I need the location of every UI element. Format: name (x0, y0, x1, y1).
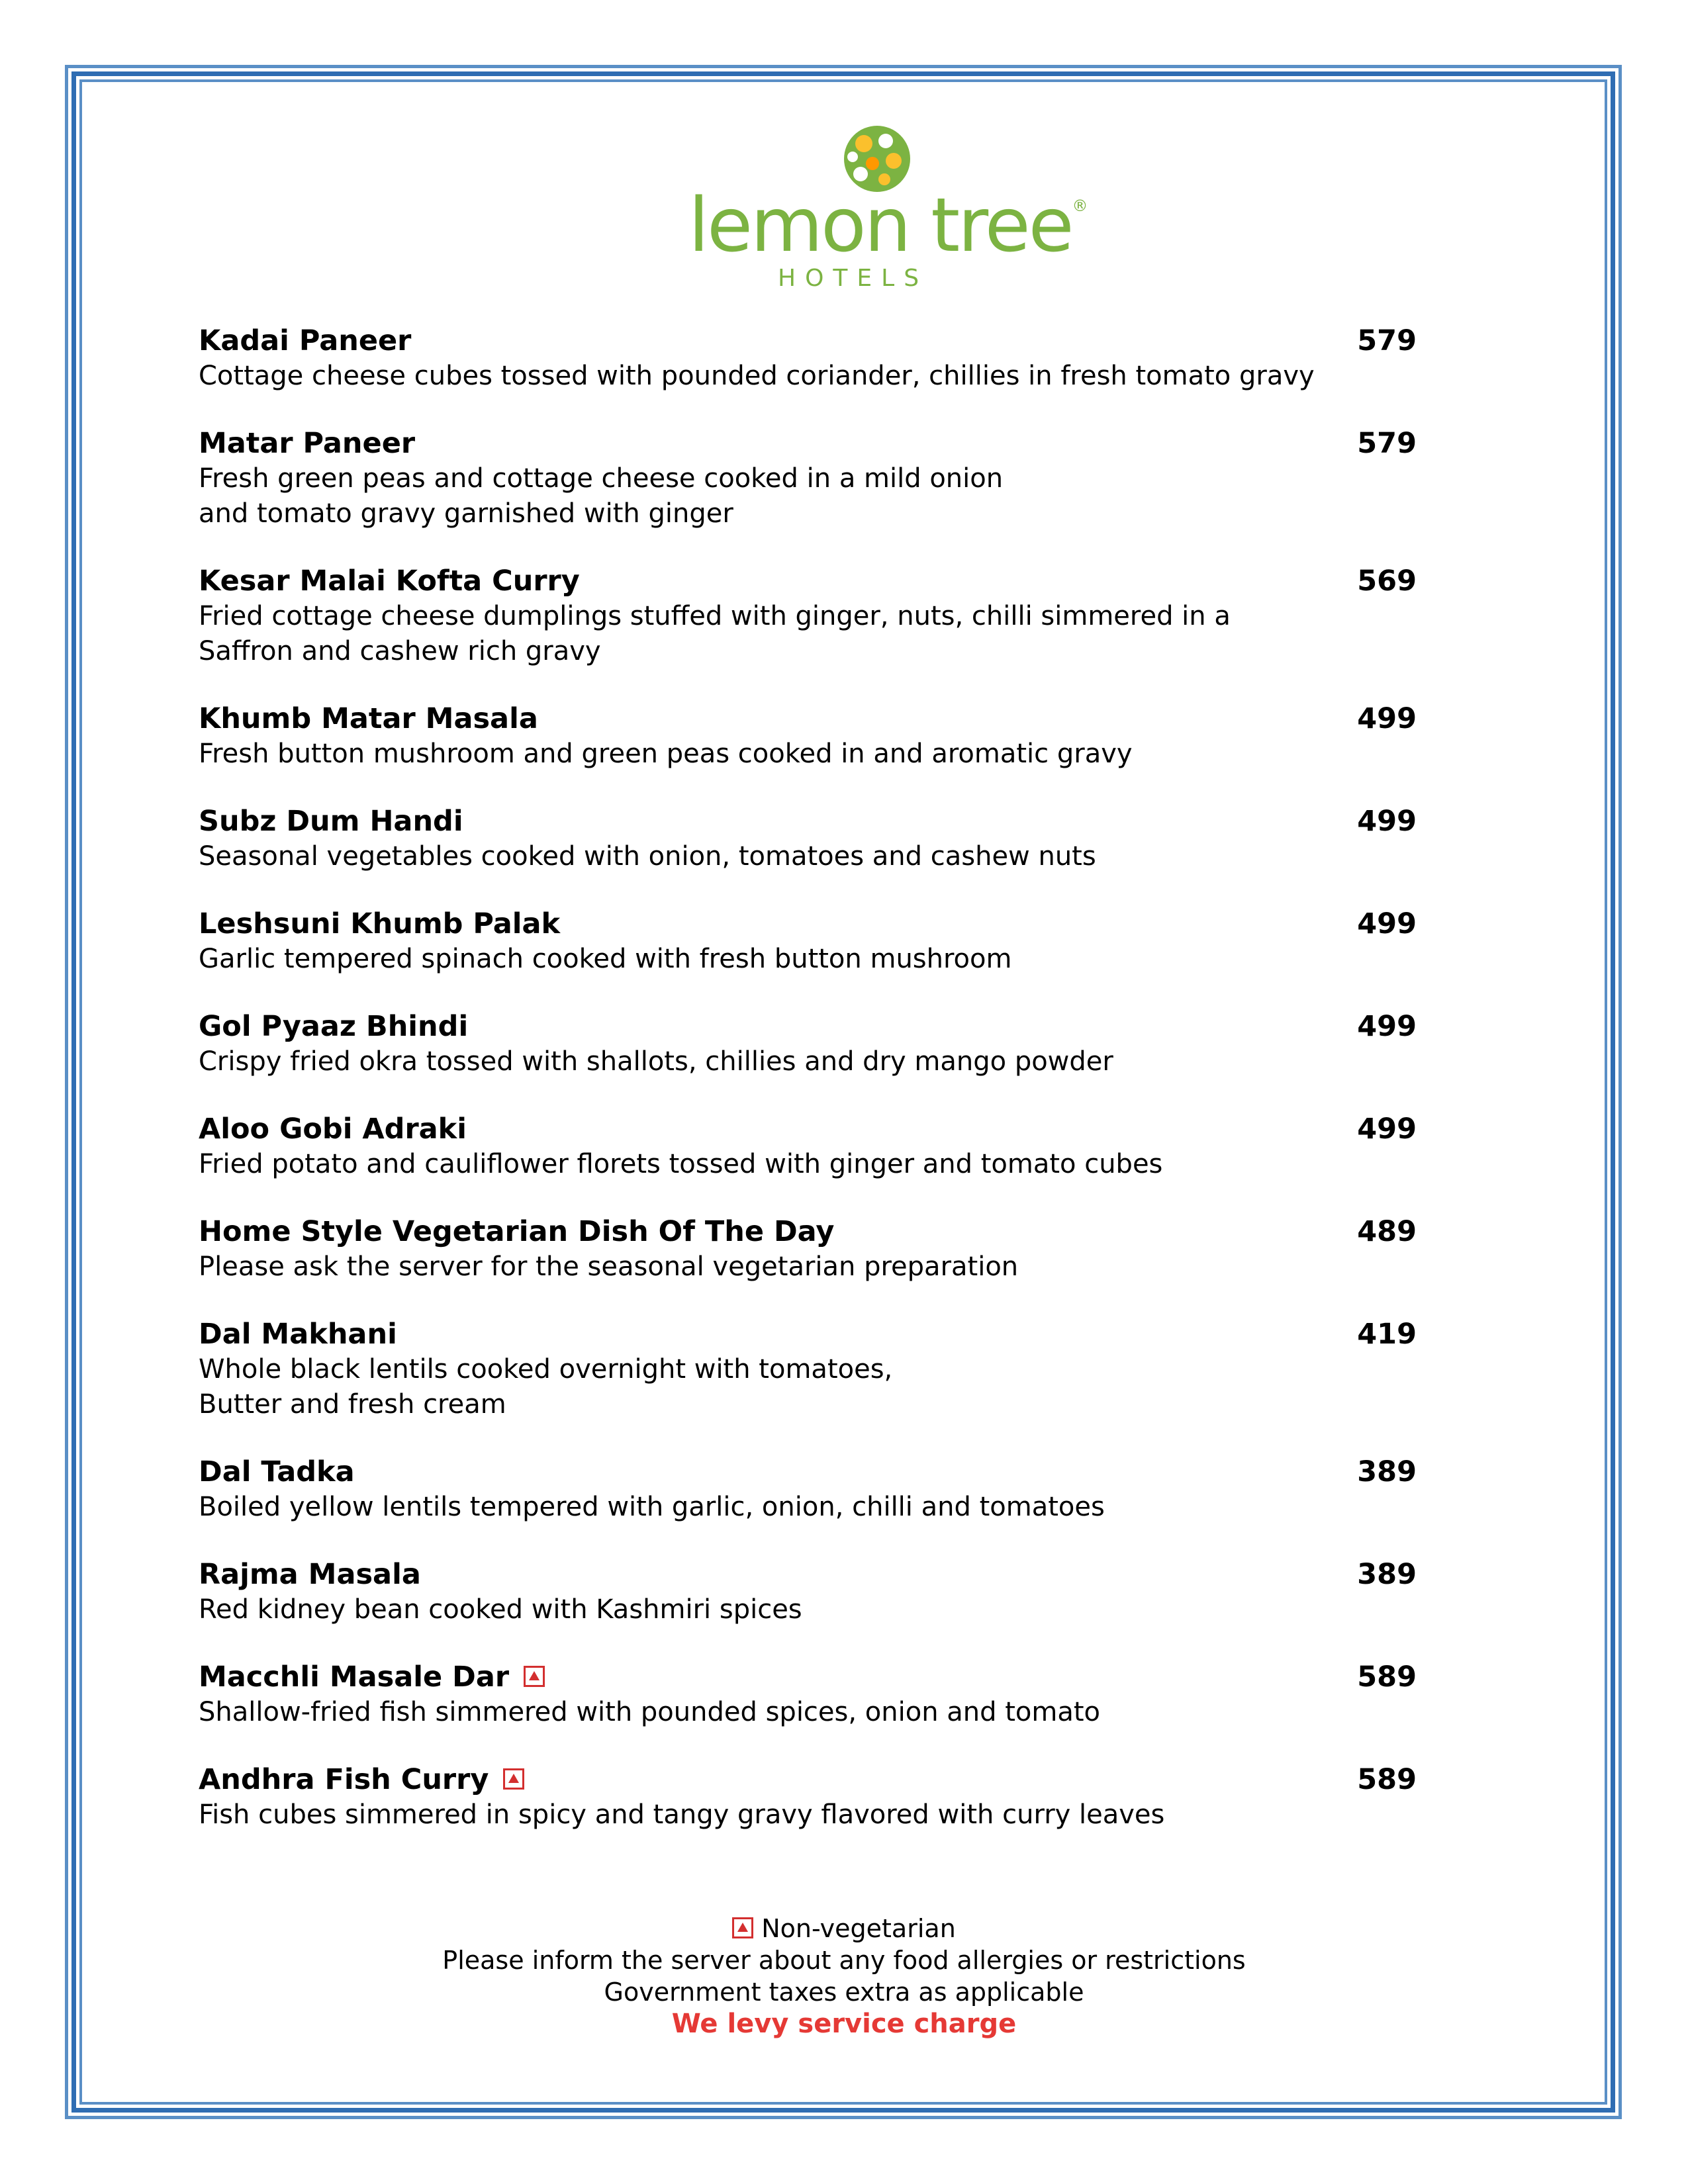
menu-item-name-text: Matar Paneer (199, 427, 416, 460)
menu-item-price: 589 (1357, 1763, 1417, 1796)
menu-item-name (199, 323, 1417, 359)
service-charge-note: We levy service charge (671, 2009, 1017, 2039)
menu-item-description: Shallow-fried fish simmered with pounded spices, onion and tomato (199, 1697, 1101, 1727)
menu-item-name (199, 1454, 1417, 1490)
menu-item (199, 563, 1417, 669)
menu-item-name-text: Dal Tadka (199, 1455, 355, 1488)
menu-item (199, 323, 1417, 394)
menu-item-price: 499 (1357, 907, 1417, 940)
menu-item (199, 803, 1417, 874)
menu-item-price: 499 (1357, 702, 1417, 735)
menu-item-description: Fresh button mushroom and green peas cooked in and aromatic gravy (199, 739, 1133, 769)
menu-item-name-text: Dal Makhani (199, 1318, 397, 1351)
menu-item-price: 579 (1357, 427, 1417, 460)
menu-item-name (199, 1111, 1417, 1147)
menu-item-name-text: Gol Pyaaz Bhindi (199, 1010, 469, 1043)
menu-item-name (199, 1214, 1417, 1250)
logo-brand-name: lemon tree® (688, 183, 1086, 269)
menu-item-price: 419 (1357, 1318, 1417, 1351)
menu-item-name (199, 906, 1417, 942)
non-veg-legend (199, 1913, 1489, 1944)
menu-item-description: Saffron and cashew rich gravy (199, 636, 601, 666)
menu-item-description: Seasonal vegetables cooked with onion, tomatoes and cashew nuts (199, 841, 1096, 872)
menu-item (199, 1009, 1417, 1079)
menu-item-description: Crispy fried okra tossed with shallots, chillies and dry mango powder (199, 1046, 1113, 1077)
menu-item-name (199, 1762, 1417, 1797)
menu-item-description: Cottage cheese cubes tossed with pounded coriander, chillies in fresh tomato gravy (199, 361, 1315, 391)
menu-item-name (199, 563, 1417, 599)
menu-item (199, 906, 1417, 977)
menu-item-name-text: Leshsuni Khumb Palak (199, 907, 561, 940)
menu-item-description: Fried potato and cauliflower florets tossed with ginger and tomato cubes (199, 1149, 1163, 1179)
menu-item-name (199, 701, 1417, 737)
menu-item-name (199, 1557, 1417, 1592)
menu-item-name-text: Aloo Gobi Adraki (199, 1113, 467, 1146)
registered-mark: ® (1072, 197, 1086, 215)
menu-item-description: Fried cottage cheese dumplings stuffed with ginger, nuts, chilli simmered in a (199, 601, 1231, 631)
menu-item-price: 499 (1357, 1010, 1417, 1043)
menu-item-description: Fish cubes simmered in spicy and tangy gravy flavored with curry leaves (199, 1799, 1165, 1830)
menu-item-description: Butter and fresh cream (199, 1389, 506, 1420)
menu-item (199, 1111, 1417, 1182)
menu-item-name-text: Rajma Masala (199, 1558, 421, 1591)
non-veg-icon (503, 1768, 524, 1790)
menu-item-price: 489 (1357, 1215, 1417, 1248)
menu-item (199, 701, 1417, 772)
menu-item-description: Please ask the server for the seasonal vegetarian preparation (199, 1251, 1019, 1282)
menu-item-name (199, 1659, 1417, 1695)
menu-item (199, 1316, 1417, 1422)
menu-item (199, 1762, 1417, 1833)
menu-list (199, 323, 1417, 1864)
logo-subtitle: HOTELS (778, 265, 929, 292)
menu-item-name-text: Macchli Masale Dar (199, 1661, 510, 1694)
menu-item-name-text: Kadai Paneer (199, 324, 412, 357)
menu-item-name-text: Kesar Malai Kofta Curry (199, 565, 580, 598)
menu-item-price: 589 (1357, 1661, 1417, 1694)
menu-item-price: 569 (1357, 565, 1417, 598)
non-veg-icon (732, 1917, 753, 1938)
menu-item-description: Fresh green peas and cottage cheese cooked in a mild onion (199, 463, 1004, 494)
menu-item-description: Whole black lentils cooked overnight with tomatoes, (199, 1354, 893, 1385)
menu-footer (199, 1913, 1489, 2040)
menu-item (199, 1557, 1417, 1627)
menu-item-name (199, 803, 1417, 839)
menu-item-description: Red kidney bean cooked with Kashmiri spices (199, 1594, 802, 1625)
menu-item-name (199, 1316, 1417, 1352)
menu-item-price: 389 (1357, 1558, 1417, 1591)
lemon-tree-logo (688, 122, 1086, 292)
non-veg-icon (524, 1666, 545, 1687)
tax-note: Government taxes extra as applicable (604, 1978, 1084, 2007)
menu-item-description: Boiled yellow lentils tempered with garlic, onion, chilli and tomatoes (199, 1492, 1105, 1522)
menu-item-name-text: Subz Dum Handi (199, 805, 463, 838)
menu-item-price: 579 (1357, 324, 1417, 357)
menu-item-name-text: Khumb Matar Masala (199, 702, 538, 735)
menu-item-name (199, 1009, 1417, 1044)
menu-item-description: Garlic tempered spinach cooked with fresh button mushroom (199, 944, 1012, 974)
menu-item (199, 1454, 1417, 1525)
menu-item-price: 499 (1357, 805, 1417, 838)
menu-item (199, 1659, 1417, 1730)
menu-item-price: 389 (1357, 1455, 1417, 1488)
legend-label: Non-vegetarian (761, 1914, 956, 1943)
menu-item-name-text: Andhra Fish Curry (199, 1763, 489, 1796)
menu-item (199, 426, 1417, 531)
menu-item-price: 499 (1357, 1113, 1417, 1146)
menu-item-name-text: Home Style Vegetarian Dish Of The Day (199, 1215, 835, 1248)
menu-item-name (199, 426, 1417, 461)
allergy-note: Please inform the server about any food allergies or restrictions (442, 1946, 1246, 1975)
menu-item (199, 1214, 1417, 1285)
menu-item-description: and tomato gravy garnished with ginger (199, 498, 733, 529)
